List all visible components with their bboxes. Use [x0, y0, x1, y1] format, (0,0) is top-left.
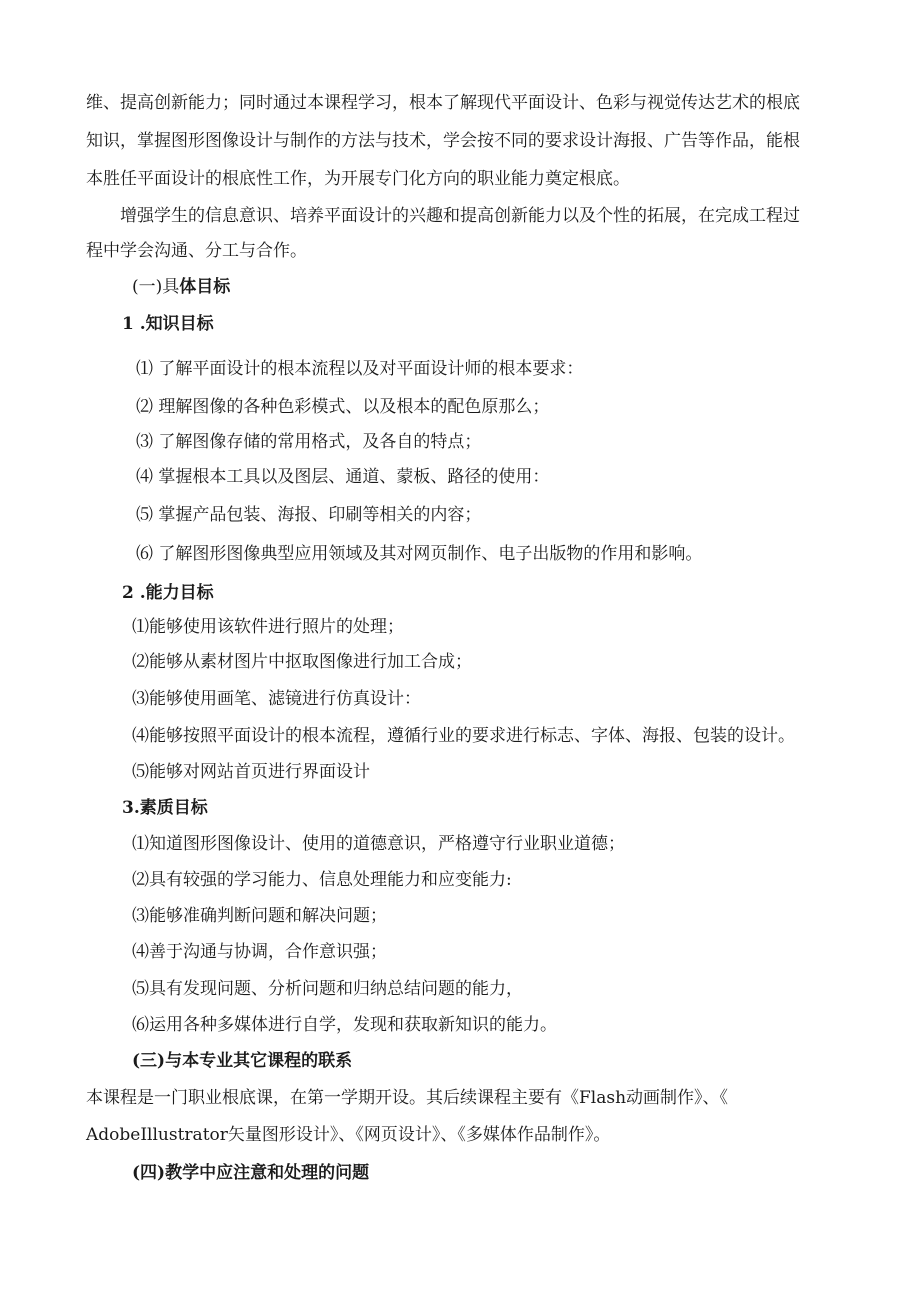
ability-item-2: ⑵能够从素材图片中抠取图像进行加工合成； — [132, 652, 472, 672]
intro-line-2: 知识，掌握图形图像设计与制作的方法与技术，学会按不同的要求设计海报、广告等作品，能根 — [86, 131, 800, 151]
section1-heading-prefix: (一)具 — [132, 277, 180, 297]
quality-item-3: ⑶能够准确判断问题和解决问题； — [132, 906, 387, 926]
para2-line-1: 增强学生的信息意识、培养平面设计的兴趣和提高创新能力以及个性的拓展，在完成工程过 — [120, 206, 800, 226]
quality-item-1: ⑴知道图形图像设计、使用的道德意识，严格遵守行业职业道德； — [132, 834, 625, 854]
knowledge-title: 1 .知识目标 — [122, 314, 214, 334]
knowledge-item-6: ⑹ 了解图形图像典型应用领域及其对网页制作、电子出版物的作用和影响。 — [136, 544, 703, 564]
intro-line-1: 维、提高创新能力；同时通过本课程学习，根本了解现代平面设计、色彩与视觉传达艺术的根底 — [86, 93, 800, 113]
knowledge-item-1: ⑴ 了解平面设计的根本流程以及对平面设计师的根本要求： — [136, 359, 584, 379]
knowledge-item-2: ⑵ 理解图像的各种色彩模式、以及根本的配色原那么； — [136, 397, 550, 417]
quality-item-4: ⑷善于沟通与协调，合作意识强； — [132, 942, 387, 962]
section3-line-2: AdobeIllustrator矢量图形设计》、《网页设计》、《多媒体作品制作》。 — [86, 1125, 611, 1145]
section3-line-1: 本课程是一门职业根底课，在第一学期开设。其后续课程主要有《Flash动画制作》、《 — [86, 1088, 729, 1108]
quality-item-2: ⑵具有较强的学习能力、信息处理能力和应变能力: — [132, 870, 512, 890]
ability-item-3: ⑶能够使用画笔、滤镜进行仿真设计： — [132, 689, 421, 709]
ability-item-1: ⑴能够使用该软件进行照片的处理； — [132, 617, 404, 637]
section3-heading: (三)与本专业其它课程的联系 — [132, 1051, 353, 1071]
intro-line-3: 本胜任平面设计的根底性工作，为开展专门化方向的职业能力奠定根底。 — [86, 169, 630, 189]
ability-item-5: ⑸能够对网站首页进行界面设计 — [132, 762, 370, 782]
knowledge-item-5: ⑸ 掌握产品包装、海报、印刷等相关的内容； — [136, 505, 482, 525]
section1-heading — [132, 276, 230, 298]
knowledge-item-3: ⑶ 了解图像存储的常用格式，及各自的特点； — [136, 432, 482, 452]
ability-item-4: ⑷能够按照平面设计的根本流程，遵循行业的要求进行标志、字体、海报、包装的设计。 — [132, 726, 795, 746]
knowledge-item-4: ⑷ 掌握根本工具以及图层、通道、蒙板、路径的使用： — [136, 467, 550, 487]
quality-title: 3.素质目标 — [122, 798, 208, 818]
section1-heading-bold: 体目标 — [179, 277, 231, 297]
section4-heading: (四)教学中应注意和处理的问题 — [132, 1163, 370, 1183]
quality-item-6: ⑹运用各种多媒体进行自学，发现和获取新知识的能力。 — [132, 1015, 557, 1035]
quality-item-5: ⑸具有发现问题、分析问题和归纳总结问题的能力， — [132, 979, 523, 999]
ability-title: 2 .能力目标 — [122, 583, 214, 603]
para2-line-2: 程中学会沟通、分工与合作。 — [86, 241, 307, 261]
